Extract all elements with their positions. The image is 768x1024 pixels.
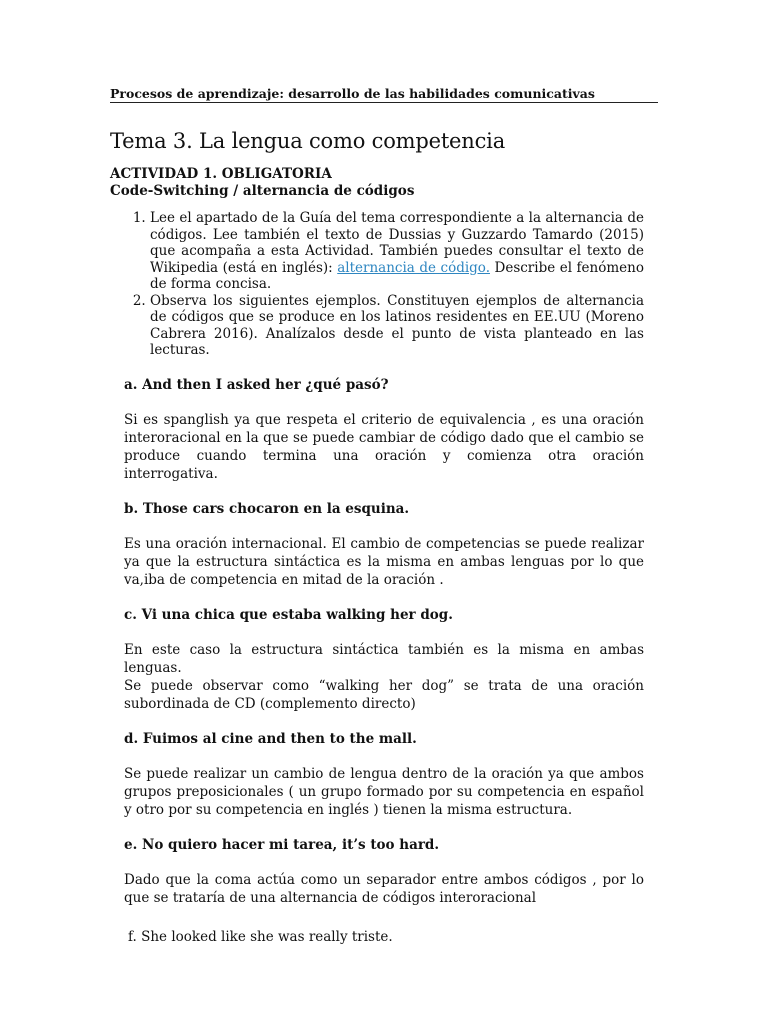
instruction-item (150, 210, 644, 293)
example-answer: Dado que la coma actúa como un separador entre ambos códigos , por lo que se trataría de una alternancia de códigos interoracional (124, 871, 644, 906)
example-question: b. Those cars chocaron en la esquina. (124, 500, 410, 517)
instruction-item: 2. Observa los siguientes ejemplos. Constituyen ejemplos de alternancia de códigos que se produce en los latinos residentes en EE.UU (Moreno Cabrera 2016). Analízalos desde el punto de vista planteado en las lecturas. (150, 293, 644, 359)
example-question: c. Vi una chica que estaba walking her dog. (124, 606, 453, 623)
examples-section (124, 377, 644, 946)
document-page (110, 86, 658, 946)
example-question: f. She looked like she was really triste. (128, 928, 393, 945)
example-answer: Es una oración internacional. El cambio de competencias se puede realizar ya que la estructura sintáctica es la misma en ambas lenguas por lo que va,iba de competencia en mitad de la oración . (124, 535, 644, 588)
example-answer: Se puede realizar un cambio de lengua dentro de la oración ya que ambos grupos preposicionales ( un grupo formado por su competencia en español y otro por su competencia en inglés ) tienen la misma estructura. (124, 765, 644, 818)
instruction-text: Describe el fenómeno de forma concisa. (150, 259, 644, 292)
activity-heading: ACTIVIDAD 1. OBLIGATORIA (110, 166, 332, 182)
example-question: d. Fuimos al cine and then to the mall. (124, 730, 417, 747)
example-question: a. And then I asked her ¿qué pasó? (124, 376, 389, 393)
instruction-text: Lee el apartado de la Guía del tema correspondiente a la alternancia de códigos. Lee también el texto de Dussias y Guzzardo Tamardo (2015) que acompaña a esta Actividad. También puedes consultar el texto de Wikipedia (está en inglés): (150, 210, 644, 276)
example-question: e. No quiero hacer mi tarea, it’s too hard. (124, 836, 440, 853)
example-answer: En este caso la estructura sintáctica también es la misma en ambas lenguas. Se puede observar como “walking her dog” se trata de una oración subordinada de CD (complemento directo) (124, 641, 644, 712)
activity-subheading: Code-Switching / alternancia de códigos (110, 183, 415, 199)
running-header: Procesos de aprendizaje: desarrollo de las habilidades comunicativas (110, 86, 658, 103)
page-title: Tema 3. La lengua como competencia (110, 129, 506, 153)
instructions-list (110, 210, 644, 359)
wikipedia-link[interactable]: alternancia de código. (337, 259, 490, 276)
example-answer: Si es spanglish ya que respeta el criterio de equivalencia , es una oración interoracional en la que se puede cambiar de código dado que el cambio se produce cuando termina una oración y comienza otra oración interrogativa. (124, 411, 644, 482)
